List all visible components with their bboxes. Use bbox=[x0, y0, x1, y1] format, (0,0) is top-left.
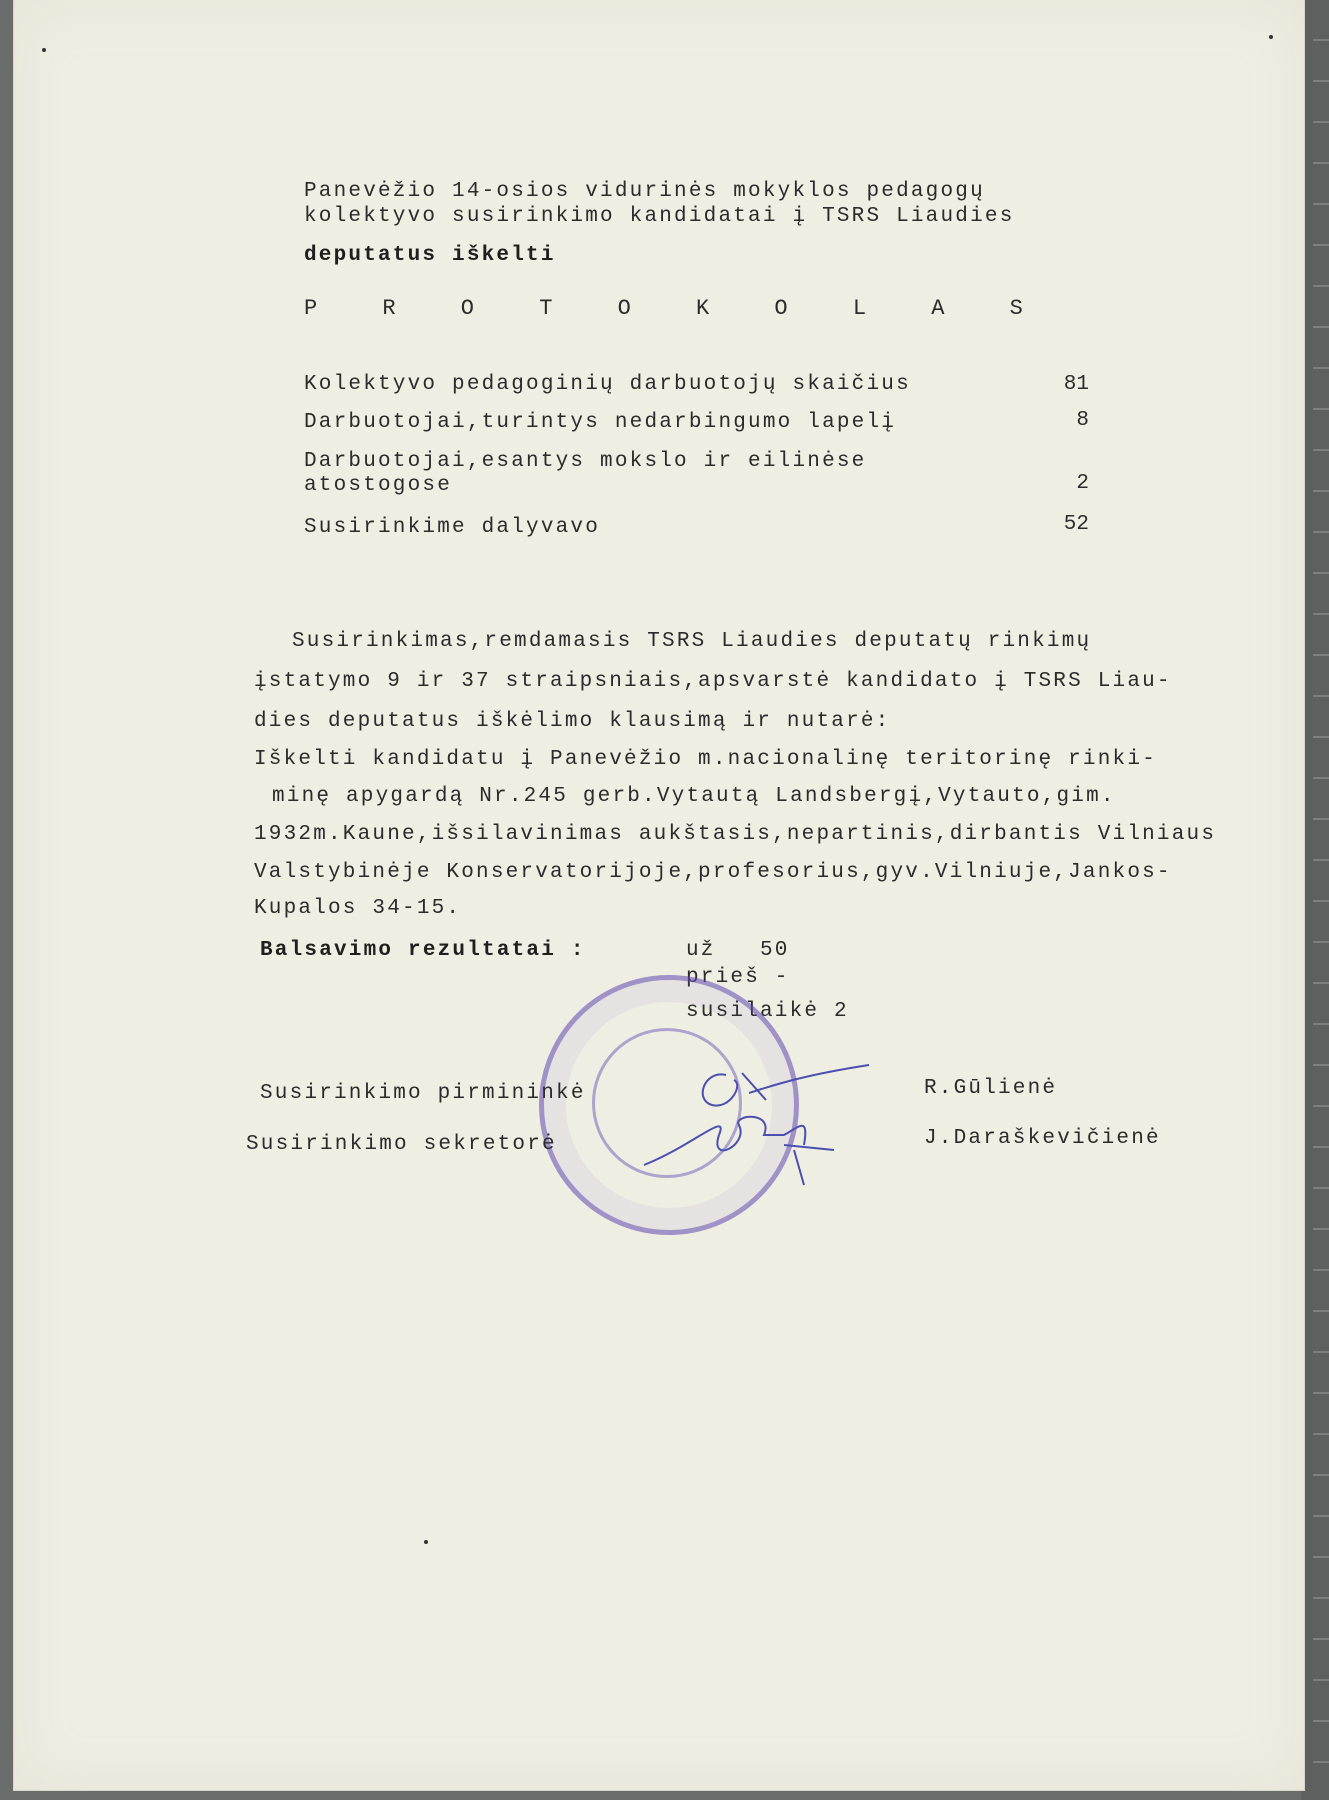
stat-value-on-leave: 2 bbox=[1076, 472, 1089, 495]
document-title: P R O T O K O L A S bbox=[304, 296, 1049, 321]
stat-label-sick-leave: Darbuotojai,turintys nedarbingumo lapelį bbox=[304, 411, 897, 434]
stat-value-sick-leave: 8 bbox=[1076, 409, 1089, 432]
stat-label-attended: Susirinkime dalyvavo bbox=[304, 516, 601, 539]
stat-label-staff-count: Kolektyvo pedagoginių darbuotojų skaičius bbox=[304, 373, 911, 396]
paper-speck bbox=[424, 1540, 428, 1544]
stat-value-staff-count: 81 bbox=[1063, 373, 1089, 396]
header-line-3: deputatus iškelti bbox=[304, 244, 556, 267]
stat-label-on-leave-line-2: atostogose bbox=[304, 474, 453, 497]
signatures-scribble bbox=[634, 1055, 884, 1205]
chair-name: R.Gūlienė bbox=[924, 1077, 1058, 1100]
stat-value-attended: 52 bbox=[1063, 513, 1089, 536]
header-line-2: kolektyvo susirinkimo kandidatai į TSRS Liaudies bbox=[304, 205, 1015, 228]
paper-speck bbox=[42, 48, 46, 52]
body-line-3: dies deputatus iškėlimo klausimą ir nutarė: bbox=[254, 710, 891, 733]
document-page bbox=[14, 0, 1304, 1790]
header-line-1: Panevėžio 14-osios vidurinės mokyklos pedagogų bbox=[304, 180, 985, 203]
voting-label: Balsavimo rezultatai : bbox=[260, 939, 586, 962]
secretary-label: Susirinkimo sekretorė bbox=[246, 1133, 557, 1156]
chair-label: Susirinkimo pirmininkė bbox=[260, 1082, 586, 1105]
secretary-name: J.Daraškevičienė bbox=[924, 1127, 1161, 1150]
body-line-1: Susirinkimas,remdamasis TSRS Liaudies deputatų rinkimų bbox=[292, 630, 1092, 653]
body-line-6: 1932m.Kaune,išsilavinimas aukštasis,nepartinis,dirbantis Vilniaus bbox=[254, 823, 1217, 846]
body-line-8: Kupalos 34-15. bbox=[254, 897, 462, 920]
body-line-5: minę apygardą Nr.245 gerb.Vytautą Landsbergį,Vytauto,gim. bbox=[272, 785, 1116, 808]
stat-label-on-leave-line-1: Darbuotojai,esantys mokslo ir eilinėse bbox=[304, 450, 867, 473]
measurement-ruler bbox=[1313, 0, 1329, 1800]
voting-against: prieš - bbox=[686, 966, 790, 989]
voting-for: už 50 bbox=[686, 939, 790, 962]
voting-abstained: susilaikė 2 bbox=[686, 1000, 849, 1023]
paper-speck bbox=[1269, 35, 1273, 39]
body-line-4: Iškelti kandidatu į Panevėžio m.nacionalinę teritorinę rinki- bbox=[254, 748, 1157, 771]
body-line-2: įstatymo 9 ir 37 straipsniais,apsvarstė kandidato į TSRS Liau- bbox=[254, 670, 1172, 693]
body-line-7: Valstybinėje Konservatorijoje,profesorius,gyv.Vilniuje,Jankos- bbox=[254, 861, 1172, 884]
